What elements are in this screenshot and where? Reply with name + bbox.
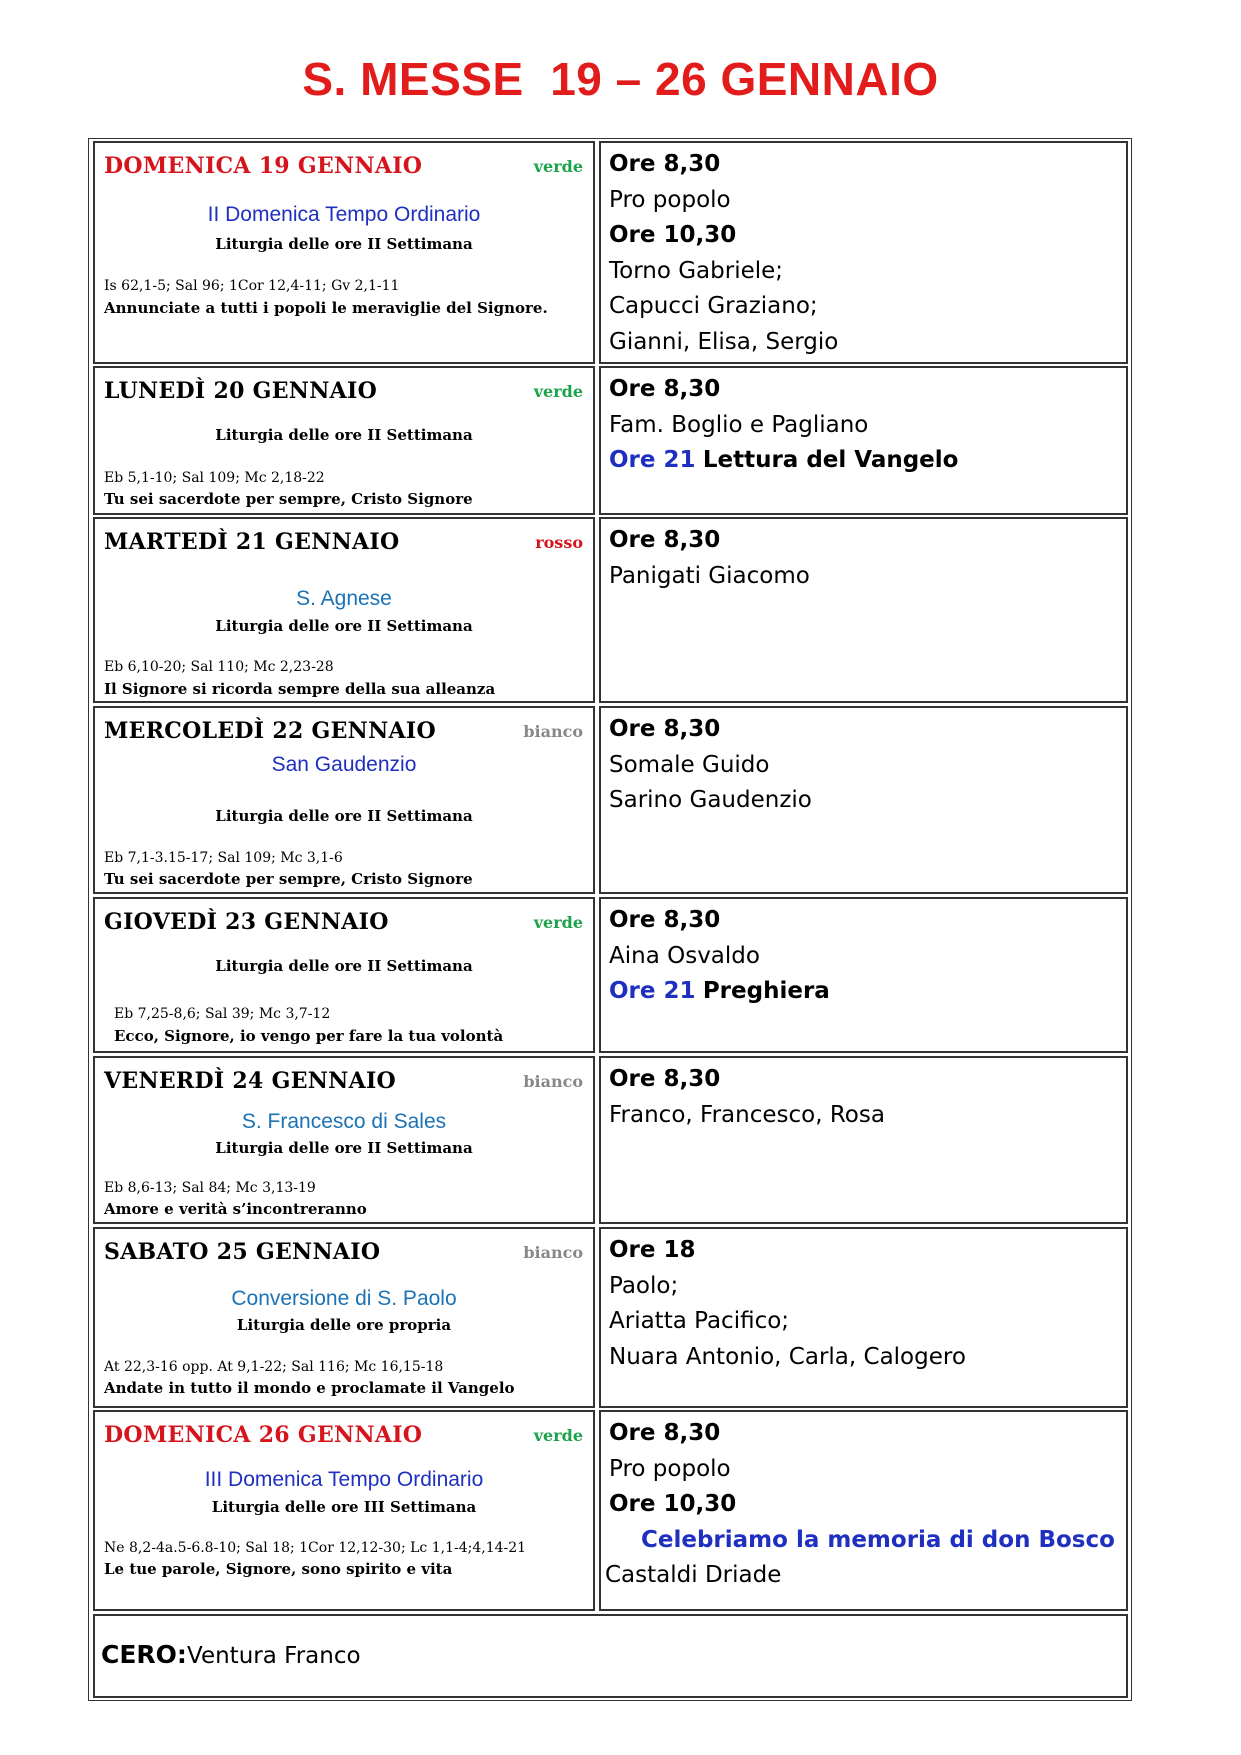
event-line bbox=[609, 443, 958, 479]
day-info-cell bbox=[93, 366, 595, 515]
readings: Is 62,1-5; Sal 96; 1Cor 12,4-11; Gv 2,1-11 bbox=[104, 278, 400, 294]
mass-intention: Fam. Boglio e Pagliano bbox=[609, 411, 869, 438]
event-time: Ore 21 bbox=[609, 447, 696, 473]
day-heading: DOMENICA 19 GENNAIO bbox=[104, 153, 423, 179]
mass-cell bbox=[599, 1410, 1128, 1611]
feast-name: S. Agnese bbox=[296, 587, 392, 610]
liturgy-note: Liturgia delle ore II Settimana bbox=[215, 1139, 473, 1157]
mass-intention: Pro popolo bbox=[609, 186, 731, 213]
day-info-cell bbox=[93, 1056, 595, 1224]
liturgy-note: Liturgia delle ore II Settimana bbox=[215, 807, 473, 825]
liturgy-note: Liturgia delle ore propria bbox=[236, 1316, 452, 1334]
day-info-cell bbox=[93, 517, 595, 703]
mass-time: Ore 8,30 bbox=[609, 376, 721, 402]
psalm-refrain: Il Signore si ricorda sempre della sua alleanza bbox=[104, 680, 496, 698]
mass-intention: Somale Guido bbox=[609, 751, 770, 778]
mass-intention: Gianni, Elisa, Sergio bbox=[609, 328, 839, 355]
readings: Eb 7,1-3.15-17; Sal 109; Mc 3,1-6 bbox=[104, 850, 343, 866]
mass-cell bbox=[599, 1227, 1128, 1408]
mass-intention: Capucci Graziano; bbox=[609, 293, 818, 319]
readings: Eb 7,25-8,6; Sal 39; Mc 3,7-12 bbox=[114, 1006, 331, 1022]
mass-cell bbox=[599, 706, 1128, 894]
day-heading: MERCOLEDÌ 22 GENNAIO bbox=[104, 718, 436, 744]
mass-time: Ore 8,30 bbox=[609, 151, 721, 177]
liturgical-color: verde bbox=[533, 913, 583, 932]
mass-cell bbox=[599, 366, 1128, 515]
mass-intention: Paolo; bbox=[609, 1272, 679, 1299]
day-info-cell bbox=[93, 1410, 595, 1611]
day-heading: DOMENICA 26 GENNAIO bbox=[104, 1422, 423, 1448]
feast-name: S. Francesco di Sales bbox=[241, 1110, 447, 1133]
day-heading: VENERDÌ 24 GENNAIO bbox=[104, 1068, 397, 1094]
mass-intention: Sarino Gaudenzio bbox=[609, 787, 812, 813]
feast-name: San Gaudenzio bbox=[271, 753, 417, 776]
liturgy-note: Liturgia delle ore II Settimana bbox=[215, 617, 473, 635]
liturgical-color: bianco bbox=[523, 722, 583, 741]
mass-intention: Pro popolo bbox=[609, 1455, 731, 1482]
mass-cell bbox=[599, 1056, 1128, 1224]
liturgical-color: bianco bbox=[523, 1243, 583, 1262]
psalm-refrain: Amore e verità s’incontreranno bbox=[104, 1200, 367, 1218]
mass-intention: Torno Gabriele; bbox=[609, 257, 784, 284]
mass-time: Ore 10,30 bbox=[609, 222, 737, 248]
psalm-refrain: Annunciate a tutti i popoli le meraviglie del Signore. bbox=[104, 299, 548, 317]
psalm-refrain: Le tue parole, Signore, sono spirito e vita bbox=[104, 1560, 453, 1578]
event-text: Lettura del Vangelo bbox=[702, 447, 959, 473]
day-info-cell bbox=[93, 706, 595, 894]
liturgical-color: rosso bbox=[535, 533, 583, 552]
day-info-cell bbox=[93, 1227, 595, 1408]
readings: Eb 5,1-10; Sal 109; Mc 2,18-22 bbox=[104, 470, 325, 486]
event-line bbox=[609, 974, 830, 1010]
psalm-refrain: Ecco, Signore, io vengo per fare la tua volontà bbox=[114, 1027, 504, 1045]
mass-intention: Nuara Antonio, Carla, Calogero bbox=[609, 1343, 966, 1370]
readings: Eb 6,10-20; Sal 110; Mc 2,23-28 bbox=[104, 659, 334, 675]
mass-time: Ore 8,30 bbox=[609, 527, 721, 553]
liturgical-color: bianco bbox=[523, 1072, 583, 1091]
psalm-refrain: Tu sei sacerdote per sempre, Cristo Signore bbox=[104, 870, 473, 888]
psalm-refrain: Tu sei sacerdote per sempre, Cristo Signore bbox=[104, 490, 473, 508]
liturgical-color: verde bbox=[533, 382, 583, 401]
mass-intention: Ariatta Pacifico; bbox=[609, 1308, 790, 1334]
mass-intention: Panigati Giacomo bbox=[609, 562, 810, 589]
feast-name: III Domenica Tempo Ordinario bbox=[204, 1468, 484, 1491]
mass-time: Ore 10,30 bbox=[609, 1491, 737, 1517]
mass-time: Ore 8,30 bbox=[609, 1066, 721, 1092]
feast-name: II Domenica Tempo Ordinario bbox=[207, 203, 481, 226]
readings: Ne 8,2-4a.5-6.8-10; Sal 18; 1Cor 12,12-30; Lc 1,1-4;4,14-21 bbox=[104, 1540, 527, 1556]
cero-label: CERO: bbox=[101, 1640, 187, 1669]
mass-time: Ore 18 bbox=[609, 1237, 696, 1263]
mass-note: Celebriamo la memoria di don Bosco bbox=[641, 1526, 1115, 1553]
liturgical-color: verde bbox=[533, 1426, 583, 1445]
feast-name: Conversione di S. Paolo bbox=[231, 1287, 457, 1310]
day-heading: SABATO 25 GENNAIO bbox=[104, 1239, 381, 1265]
mass-intention: Franco, Francesco, Rosa bbox=[609, 1101, 885, 1128]
page-title: S. MESSE 19 – 26 GENNAIO bbox=[302, 53, 939, 105]
mass-cell bbox=[599, 141, 1128, 364]
liturgy-note: Liturgia delle ore III Settimana bbox=[211, 1498, 477, 1516]
liturgical-color: verde bbox=[533, 157, 583, 176]
day-heading: LUNEDÌ 20 GENNAIO bbox=[104, 378, 378, 404]
day-info-cell bbox=[93, 897, 595, 1053]
mass-time: Ore 8,30 bbox=[609, 907, 721, 933]
day-heading: MARTEDÌ 21 GENNAIO bbox=[104, 529, 400, 555]
mass-intention: Castaldi Driade bbox=[605, 1562, 782, 1588]
cero-cell bbox=[93, 1614, 1128, 1698]
mass-cell bbox=[599, 517, 1128, 703]
liturgy-note: Liturgia delle ore II Settimana bbox=[215, 235, 473, 253]
liturgy-note: Liturgia delle ore II Settimana bbox=[215, 426, 473, 444]
event-time: Ore 21 bbox=[609, 978, 696, 1004]
cero-value: Ventura Franco bbox=[187, 1643, 361, 1669]
liturgy-note: Liturgia delle ore II Settimana bbox=[215, 957, 473, 975]
mass-cell bbox=[599, 897, 1128, 1053]
day-heading: GIOVEDÌ 23 GENNAIO bbox=[104, 909, 389, 935]
readings: Eb 8,6-13; Sal 84; Mc 3,13-19 bbox=[104, 1180, 316, 1196]
readings: At 22,3-16 opp. At 9,1-22; Sal 116; Mc 16,15-18 bbox=[104, 1359, 444, 1375]
psalm-refrain: Andate in tutto il mondo e proclamate il Vangelo bbox=[104, 1379, 515, 1397]
mass-time: Ore 8,30 bbox=[609, 716, 721, 742]
mass-intention: Aina Osvaldo bbox=[609, 942, 760, 969]
day-info-cell bbox=[93, 141, 595, 364]
mass-time: Ore 8,30 bbox=[609, 1420, 721, 1446]
event-text: Preghiera bbox=[702, 978, 830, 1004]
